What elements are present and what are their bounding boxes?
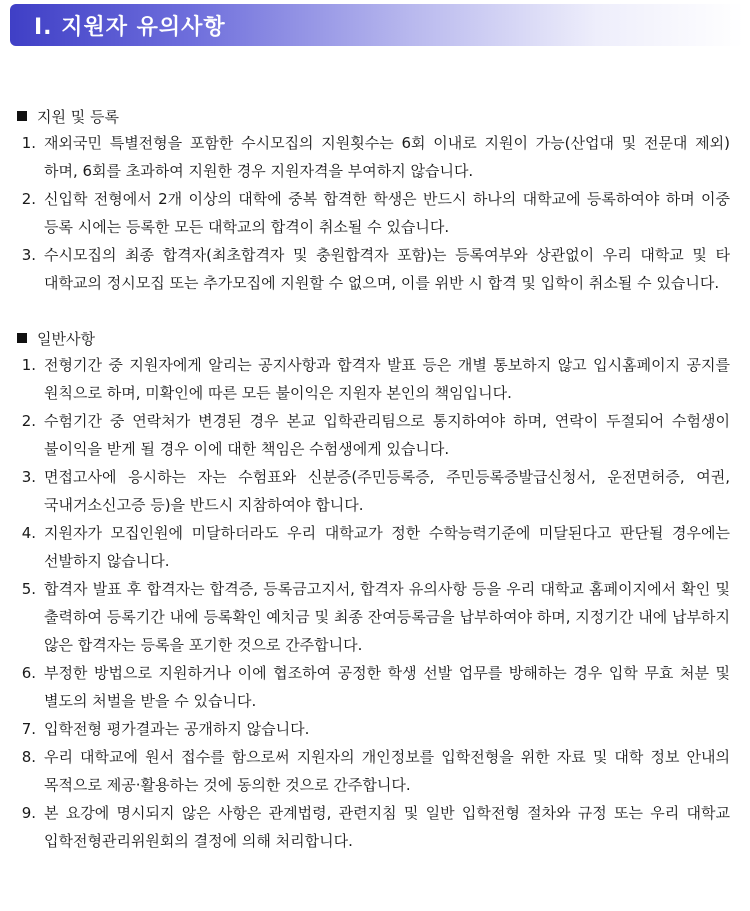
- list-item: [14, 351, 730, 407]
- list-item-number: 6.: [21, 664, 36, 682]
- list-item: [14, 743, 730, 799]
- list-item-text: 수시모집의 최종 합격자(최초합격자 및 충원합격자 포함)는 등록여부와 상관없이 우리 대학교 및 타 대학교의 정시모집 또는 추가모집에 지원할 수 없으며, 이를 위반 시 합격 및 입학이 취소될 수 있습니다.: [44, 246, 730, 292]
- page-title: Ⅰ. 지원자 유의사항: [34, 14, 226, 40]
- list-item: [14, 715, 730, 743]
- list-item: [14, 241, 730, 297]
- list-item-text: 신입학 전형에서 2개 이상의 대학에 중복 합격한 학생은 반드시 하나의 대학교에 등록하여야 하며 이중 등록 시에는 등록한 모든 대학교의 합격이 취소될 수 있습니다.: [44, 190, 730, 236]
- list-item-number: 2.: [21, 412, 36, 430]
- list-item: [14, 129, 730, 185]
- list-item-number: 7.: [21, 720, 36, 738]
- list-item-text: 전형기간 중 지원자에게 알리는 공지사항과 합격자 발표 등은 개별 통보하지 않고 입시홈페이지 공지를 원칙으로 하며, 미확인에 따른 모든 불이익은 지원자 본인의 책임입니다.: [44, 356, 730, 402]
- list-item-text: 재외국민 특별전형을 포함한 수시모집의 지원횟수는 6회 이내로 지원이 가능(산업대 및 전문대 제외)하며, 6회를 초과하여 지원한 경우 지원자격을 부여하지 않습니다.: [44, 134, 730, 180]
- list-item-text: 지원자가 모집인원에 미달하더라도 우리 대학교가 정한 수학능력기준에 미달된다고 판단될 경우에는 선발하지 않습니다.: [44, 524, 730, 570]
- list-item-text: 수험기간 중 연락처가 변경된 경우 본교 입학관리팀으로 통지하여야 하며, 연락이 두절되어 수험생이 불이익을 받게 될 경우 이에 대한 책임은 수험생에게 있습니다.: [44, 412, 730, 458]
- list-item-text: 우리 대학교에 원서 접수를 함으로써 지원자의 개인정보를 입학전형을 위한 자료 및 대학 정보 안내의 목적으로 제공·활용하는 것에 동의한 것으로 간주합니다.: [44, 748, 730, 794]
- list-item: [14, 799, 730, 855]
- list-item-number: 8.: [21, 748, 36, 766]
- list-item-number: 2.: [21, 190, 36, 208]
- section-spacer: [14, 297, 730, 325]
- list-item: [14, 659, 730, 715]
- list-item-number: 3.: [21, 468, 36, 486]
- section-heading-general: [14, 325, 730, 351]
- bullet-square-icon: [17, 111, 27, 121]
- list-item-text: 부정한 방법으로 지원하거나 이에 협조하여 공정한 학생 선발 업무를 방해하는 경우 입학 무효 처분 및 별도의 처벌을 받을 수 있습니다.: [44, 664, 730, 710]
- section-heading-application: [14, 103, 730, 129]
- list-item-number: 9.: [21, 804, 36, 822]
- list-item: [14, 463, 730, 519]
- list-item-number: 4.: [21, 524, 36, 542]
- list-item: [14, 185, 730, 241]
- list-item-text: 입학전형 평가결과는 공개하지 않습니다.: [44, 720, 310, 738]
- list-item-text: 합격자 발표 후 합격자는 합격증, 등록금고지서, 합격자 유의사항 등을 우리 대학교 홈페이지에서 확인 및 출력하여 등록기간 내에 등록확인 예치금 및 최종 잔여등록금을 납부하여야 하며, 지정기간 내에 납부하지 않은 합격자는 등록을 포기한 것으로 간주합니다.: [44, 580, 730, 654]
- list-item-number: 3.: [21, 246, 36, 264]
- list-item: [14, 575, 730, 659]
- section-header-bar: [10, 4, 744, 46]
- list-item-text: 면접고사에 응시하는 자는 수험표와 신분증(주민등록증, 주민등록증발급신청서, 운전면허증, 여권, 국내거소신고증 등)을 반드시 지참하여야 합니다.: [44, 468, 730, 514]
- section-heading-label: 일반사항: [37, 329, 95, 348]
- list-item-number: 5.: [21, 580, 36, 598]
- list-item: [14, 407, 730, 463]
- list-item: [14, 519, 730, 575]
- list-item-number: 1.: [21, 356, 36, 374]
- list-item-number: 1.: [21, 134, 36, 152]
- section-heading-label: 지원 및 등록: [37, 107, 119, 126]
- document-body: [14, 103, 730, 855]
- list-item-text: 본 요강에 명시되지 않은 사항은 관계법령, 관련지침 및 일반 입학전형 절차와 규정 또는 우리 대학교 입학전형관리위원회의 결정에 의해 처리합니다.: [44, 804, 730, 850]
- bullet-square-icon: [17, 333, 27, 343]
